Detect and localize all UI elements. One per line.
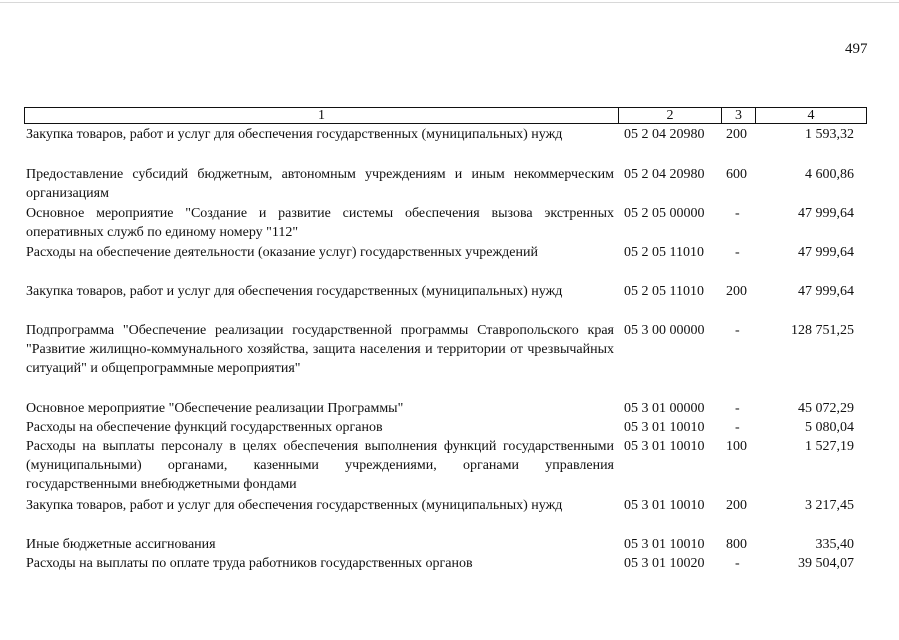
- row-sum: 47 999,64: [798, 284, 854, 299]
- row-type: -: [735, 245, 740, 260]
- table-header: [24, 107, 867, 124]
- header-col-3: 3: [722, 108, 756, 123]
- header-col-2: 2: [619, 108, 722, 123]
- page-number: 497: [845, 41, 868, 57]
- row-type: 600: [726, 167, 747, 182]
- row-code: 05 3 01 10010: [624, 498, 705, 513]
- row-type: 200: [726, 498, 747, 513]
- row-name: Расходы на обеспечение деятельности (оказание услуг) государственных учреждений: [26, 245, 538, 260]
- row-code: 05 3 01 10020: [624, 556, 705, 571]
- row-name: Расходы на выплаты по оплате труда работников государственных органов: [26, 556, 473, 571]
- row-sum: 47 999,64: [798, 245, 854, 260]
- row-name: Закупка товаров, работ и услуг для обеспечения государственных (муниципальных) нужд: [26, 127, 563, 142]
- row-sum: 128 751,25: [791, 323, 854, 338]
- row-sum: 5 080,04: [805, 420, 854, 435]
- row-name: Расходы на выплаты персоналу в целях обеспечения выполнения функций государственными (муниципальными) органами, казенными учреждениями, органами управления государственными внебюджетными фондами: [26, 439, 614, 492]
- row-code: 05 3 01 10010: [624, 420, 705, 435]
- row-name: Расходы на обеспечение функций государственных органов: [26, 420, 383, 435]
- row-code: 05 2 05 00000: [624, 206, 705, 221]
- scan-edge-line: [0, 2, 899, 3]
- row-name: Подпрограмма "Обеспечение реализации государственной программы Ставропольского края "Развитие жилищно-коммунального хозяйства, защита населения и территории от чрезвычайных ситуаций" и общепрограммные мероприятия": [26, 323, 614, 376]
- row-sum: 1 527,19: [805, 439, 854, 454]
- header-col-1: 1: [25, 108, 619, 123]
- row-name: Закупка товаров, работ и услуг для обеспечения государственных (муниципальных) нужд: [26, 284, 563, 299]
- row-type: -: [735, 206, 740, 221]
- row-type: -: [735, 420, 740, 435]
- row-sum: 3 217,45: [805, 498, 854, 513]
- row-type: 200: [726, 127, 747, 142]
- row-code: 05 3 01 00000: [624, 401, 705, 416]
- row-code: 05 2 04 20980: [624, 167, 705, 182]
- row-code: 05 2 05 11010: [624, 245, 704, 260]
- row-sum: 39 504,07: [798, 556, 854, 571]
- header-col-4: 4: [807, 108, 815, 123]
- row-sum: 1 593,32: [805, 127, 854, 142]
- row-code: 05 2 05 11010: [624, 284, 704, 299]
- row-name: Основное мероприятие "Создание и развитие системы обеспечения вызова экстренных оперативных служб по единому номеру "112": [26, 206, 614, 240]
- row-type: -: [735, 556, 740, 571]
- row-sum: 47 999,64: [798, 206, 854, 221]
- row-type: 200: [726, 284, 747, 299]
- row-type: -: [735, 323, 740, 338]
- row-name: Закупка товаров, работ и услуг для обеспечения государственных (муниципальных) нужд: [26, 498, 563, 513]
- row-code: 05 3 01 10010: [624, 439, 705, 454]
- row-code: 05 3 00 00000: [624, 323, 705, 338]
- row-type: 800: [726, 537, 747, 552]
- row-code: 05 2 04 20980: [624, 127, 705, 142]
- row-sum: 335,40: [815, 537, 854, 552]
- row-name: Основное мероприятие "Обеспечение реализации Программы": [26, 401, 404, 416]
- row-type: -: [735, 401, 740, 416]
- row-name: Иные бюджетные ассигнования: [26, 537, 216, 552]
- row-name: Предоставление субсидий бюджетным, автономным учреждениям и иным некоммерческим организациям: [26, 167, 614, 201]
- row-sum: 4 600,86: [805, 167, 854, 182]
- row-code: 05 3 01 10010: [624, 537, 705, 552]
- row-sum: 45 072,29: [798, 401, 854, 416]
- row-type: 100: [726, 439, 747, 454]
